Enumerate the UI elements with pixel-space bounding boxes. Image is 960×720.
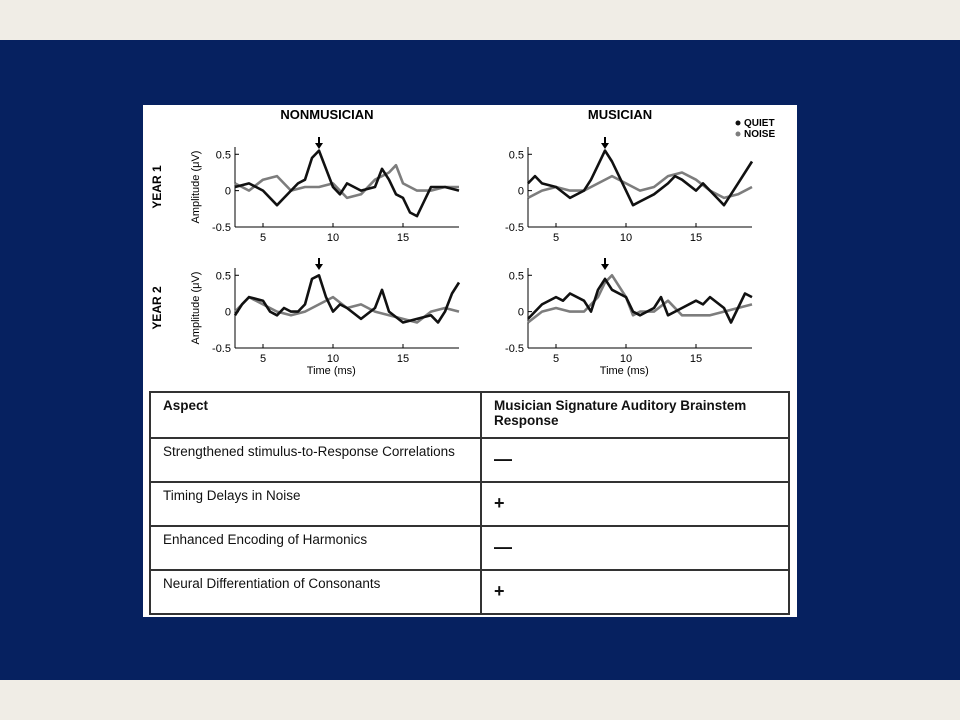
plus-mark: + [494,581,505,601]
table-row [150,438,789,482]
table-header-aspect: Aspect [150,392,481,438]
table-header-signature: Musician Signature Auditory Brainstem Response [481,392,789,438]
table-row [150,570,789,614]
table-cell-mark [481,526,789,570]
y-axis-label: Amplitude (μV) [190,150,202,224]
x-tick-label: 15 [396,353,410,365]
legend-marker [736,132,741,137]
subplot-2 [505,107,752,244]
peak-arrow-icon [601,143,609,149]
x-tick-label: 10 [619,232,633,244]
subplot-4 [505,258,752,377]
y-tick-label: 0.5 [215,270,231,283]
aspect-table [149,391,790,615]
column-title: NONMUSICIAN [280,107,374,122]
x-tick-label: 10 [326,232,340,244]
series-line-quiet [235,151,459,217]
peak-arrow-icon [315,264,323,270]
y-tick-label: 0 [517,306,524,319]
table-row [150,526,789,570]
row-label: YEAR 1 [150,165,164,209]
table-row [150,482,789,526]
table-cell-mark [481,482,789,526]
y-tick-label: 0 [517,185,524,198]
legend-label: NOISE [744,129,776,140]
subplot-1 [150,107,459,244]
table-cell-mark [481,570,789,614]
y-tick-label: 0.5 [508,149,524,162]
series-line-quiet [528,151,752,206]
table-cell-mark [481,438,789,482]
row-label: YEAR 2 [150,286,164,330]
x-axis-label: Time (ms) [306,365,356,377]
x-tick-label: 5 [259,353,267,365]
y-tick-label: -0.5 [212,222,231,234]
series-line-quiet [528,279,752,323]
peak-arrow-icon [601,264,609,270]
table-header-row [150,392,789,438]
x-tick-label: 15 [689,353,703,365]
y-tick-label: -0.5 [212,343,231,355]
x-tick-label: 5 [259,232,267,244]
table-cell-aspect: Timing Delays in Noise [150,482,481,526]
x-tick-label: 15 [396,232,410,244]
y-axis-label: Amplitude (μV) [190,271,202,345]
y-tick-label: 0 [224,306,231,319]
legend-label: QUIET [744,118,775,129]
legend-marker [736,121,741,126]
subplot-3 [150,258,459,377]
figure-panel [143,105,797,617]
y-tick-label: 0.5 [215,149,231,162]
dash-mark: — [494,449,512,469]
y-tick-label: 0 [224,185,231,198]
x-tick-label: 15 [689,232,703,244]
legend [736,118,776,140]
x-axis-label: Time (ms) [599,365,649,377]
plus-mark: + [494,493,505,513]
series-line-noise [235,165,459,198]
table-cell-aspect: Neural Differentiation of Consonants [150,570,481,614]
y-tick-label: -0.5 [505,343,524,355]
y-tick-label: -0.5 [505,222,524,234]
x-tick-label: 10 [619,353,633,365]
series-line-noise [528,173,752,198]
series-line-quiet [235,275,459,322]
x-tick-label: 5 [552,232,560,244]
erp-figure [143,105,797,391]
dash-mark: — [494,537,512,557]
table-cell-aspect: Strengthened stimulus-to-Response Correlations [150,438,481,482]
column-title: MUSICIAN [587,107,653,122]
peak-arrow-icon [315,143,323,149]
x-tick-label: 5 [552,353,560,365]
y-tick-label: 0.5 [508,270,524,283]
table-cell-aspect: Enhanced Encoding of Harmonics [150,526,481,570]
x-tick-label: 10 [326,353,340,365]
